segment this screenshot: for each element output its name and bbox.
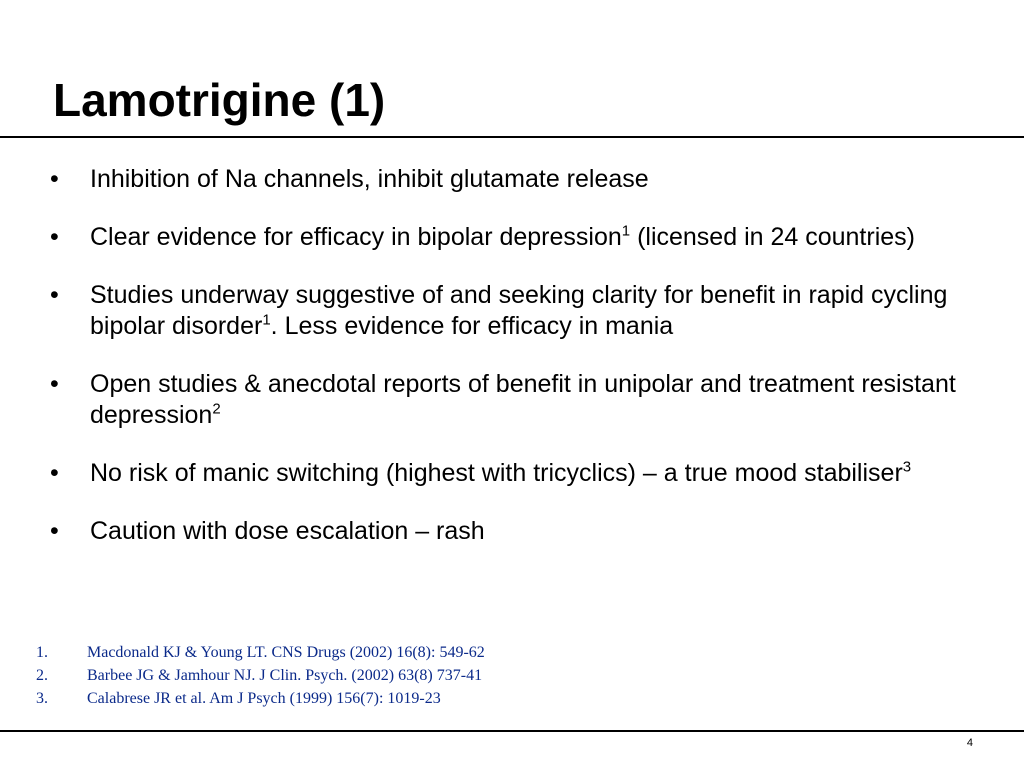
title-divider [0,136,1024,138]
footer-divider [0,730,1024,732]
bullet-text: Caution with dose escalation – rash [90,517,485,545]
bullet-text: Studies underway suggestive of and seeking clarity for benefit in rapid cycling bipolar disorder [90,281,948,340]
bullet-list [0,164,1000,547]
bullet-item [0,222,1000,253]
bullet-text-continued: . Less evidence for efficacy in mania [270,312,674,340]
bullet-text: Open studies & anecdotal reports of benefit in unipolar and treatment resistant depression [90,370,956,429]
reference-item [0,687,485,710]
bullet-dot-icon: • [50,459,59,487]
slide-title: Lamotrigine (1) [53,74,386,126]
bullet-text: Clear evidence for efficacy in bipolar depression [90,223,622,251]
bullet-dot-icon: • [50,281,59,309]
bullet-dot-icon: • [50,165,59,193]
bullet-item [0,458,1000,489]
citation-superscript: 3 [902,458,912,476]
reference-number: 1. [36,644,48,661]
bullet-item [0,164,1000,195]
bullet-item [0,516,1000,547]
reference-text: Macdonald KJ & Young LT. CNS Drugs (2002) 16(8): 549-62 [87,644,485,661]
page-number: 4 [966,737,973,749]
reference-number: 3. [36,690,48,707]
reference-item [0,641,485,664]
bullet-dot-icon: • [50,517,59,545]
reference-item [0,664,485,687]
bullet-item [0,369,1000,431]
reference-list [0,641,485,710]
reference-text: Calabrese JR et al. Am J Psych (1999) 156(7): 1019-23 [87,690,441,707]
bullet-dot-icon: • [50,370,59,398]
bullet-text-continued: (licensed in 24 countries) [630,223,915,251]
citation-superscript: 2 [212,400,221,418]
bullet-text: No risk of manic switching (highest with tricyclics) – a true mood stabiliser [90,459,903,487]
reference-number: 2. [36,667,48,684]
reference-text: Barbee JG & Jamhour NJ. J Clin. Psych. (2002) 63(8) 737-41 [87,667,483,684]
bullet-item [0,280,1000,342]
citation-superscript: 1 [621,222,631,240]
bullet-dot-icon: • [50,223,59,251]
bullet-text: Inhibition of Na channels, inhibit glutamate release [90,165,649,193]
citation-superscript: 1 [262,311,271,329]
